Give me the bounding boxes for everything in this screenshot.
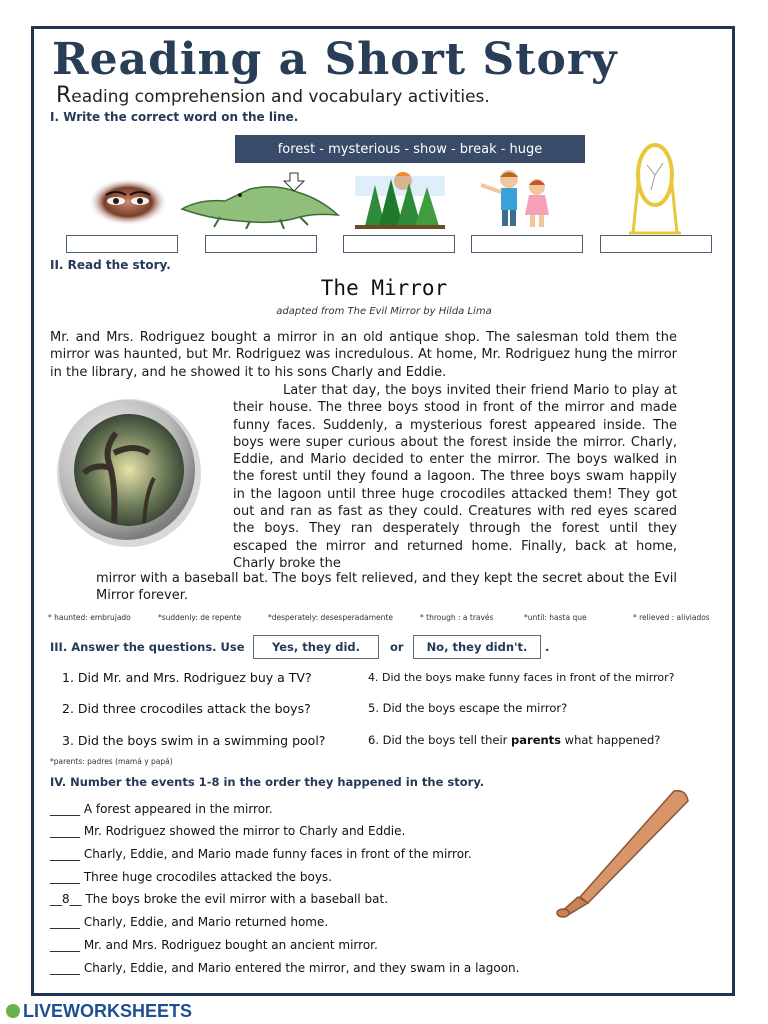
question-6 xyxy=(368,733,660,747)
story-title: The Mirror xyxy=(320,276,448,300)
event-line: _____ Three huge crocodiles attacked the boys. xyxy=(50,870,332,884)
mirror-stand-image xyxy=(625,135,685,235)
no-answer-box: No, they didn't. xyxy=(413,635,541,659)
answer-box-5[interactable] xyxy=(600,235,712,253)
picture-row xyxy=(60,165,720,235)
subtitle-rest: eading comprehension and vocabulary activities. xyxy=(71,87,490,107)
event-line: _____ Charly, Eddie, and Mario entered the mirror, and they swam in a lagoon. xyxy=(50,961,520,975)
answer-box-4[interactable] xyxy=(471,235,583,253)
magic-mirror-image xyxy=(54,393,204,548)
answer-box-2[interactable] xyxy=(205,235,317,253)
glossary-item: * haunted: embrujado xyxy=(48,613,131,622)
page-subtitle xyxy=(56,83,490,108)
event-line: _____ A forest appeared in the mirror. xyxy=(50,802,273,816)
event-line: _____ Mr. and Mrs. Rodriguez bought an ancient mirror. xyxy=(50,938,378,952)
glossary-item: *until: hasta que xyxy=(524,613,587,622)
eyes-image xyxy=(88,177,168,227)
glossary-item: * through : a través xyxy=(420,613,494,622)
question-6-pre: 6. Did the boys tell their xyxy=(368,733,512,747)
section4-heading: IV. Number the events 1-8 in the order they happened in the story. xyxy=(50,775,485,789)
answer-box-1[interactable] xyxy=(66,235,178,253)
story-paragraph-2: Later that day, the boys invited their friend Mario to play at their house. The three boys stood in front of the mirror and made funny faces. Suddenly, a mysterious forest appeared inside. The boys were super curious about the forest inside the mirror. Charly, Eddie, and Mario decided to enter the mirror. The boys walked in the forest until they found a lagoon. The three boys swam happily in the lagoon until three huge crocodiles attacked them! They got out and ran as fast as they could. Creatures with red eyes scared the boys. They ran desperately through the forest until they escaped the mirror and returned home. Finally, back at home, Charly broke the xyxy=(233,383,677,571)
question-4: 4. Did the boys make funny faces in front of the mirror? xyxy=(368,671,675,684)
question-1: 1. Did Mr. and Mrs. Rodriguez buy a TV? xyxy=(62,670,312,685)
period-label: . xyxy=(545,640,550,654)
crocodile-image xyxy=(180,169,340,229)
story-paragraph-3: mirror with a baseball bat. The boys felt relieved, and they kept the secret about the Evil Mirror forever. xyxy=(96,571,677,604)
subtitle-initial: R xyxy=(56,83,72,108)
question-3: 3. Did the boys swim in a swimming pool? xyxy=(62,733,326,748)
story-source: adapted from The Evil Mirror by Hilda Lima xyxy=(276,306,492,317)
page-title: Reading a Short Story xyxy=(52,34,618,85)
question-6-post: what happened? xyxy=(561,733,661,747)
section3-heading: III. Answer the questions. Use xyxy=(50,640,245,654)
glossary-item: *suddenly: de repente xyxy=(158,613,242,622)
logo-icon xyxy=(6,1004,20,1018)
section2-heading: II. Read the story. xyxy=(50,258,171,272)
parents-note: *parents: padres (mamá y papá) xyxy=(50,757,173,766)
footer-brand: LIVEWORKSHEETS xyxy=(23,1001,193,1021)
question-2: 2. Did three crocodiles attack the boys? xyxy=(62,701,311,716)
event-line: _____ Charly, Eddie, and Mario made funny faces in front of the mirror. xyxy=(50,847,472,861)
event-line: _____ Charly, Eddie, and Mario returned home. xyxy=(50,915,329,929)
answer-box-3[interactable] xyxy=(343,235,455,253)
glossary-item: * relieved : aliviados xyxy=(633,613,710,622)
glossary xyxy=(48,613,728,627)
or-label: or xyxy=(390,640,404,654)
glossary-item: *desperately: desesperadamente xyxy=(268,613,393,622)
question-5: 5. Did the boys escape the mirror? xyxy=(368,701,568,715)
question-6-bold: parents xyxy=(511,733,562,747)
event-line: __8__ The boys broke the evil mirror with a baseball bat. xyxy=(50,892,389,906)
children-pointing-image xyxy=(475,167,560,232)
word-bank: forest - mysterious - show - break - huge xyxy=(235,135,585,163)
yes-answer-box: Yes, they did. xyxy=(253,635,379,659)
event-line: _____ Mr. Rodriguez showed the mirror to Charly and Eddie. xyxy=(50,824,406,838)
baseball-bat-image xyxy=(528,785,703,920)
section1-heading: I. Write the correct word on the line. xyxy=(50,110,299,124)
liveworksheets-logo xyxy=(6,1001,192,1022)
story-paragraph-1: Mr. and Mrs. Rodriguez bought a mirror in an old antique shop. The salesman told them the mirror was haunted, but Mr. Rodriguez was incredulous. At home, Mr. Rodriguez hung the mirror in the library, and he showed it to his sons Charly and Eddie. xyxy=(50,330,677,380)
forest-image xyxy=(355,171,445,231)
